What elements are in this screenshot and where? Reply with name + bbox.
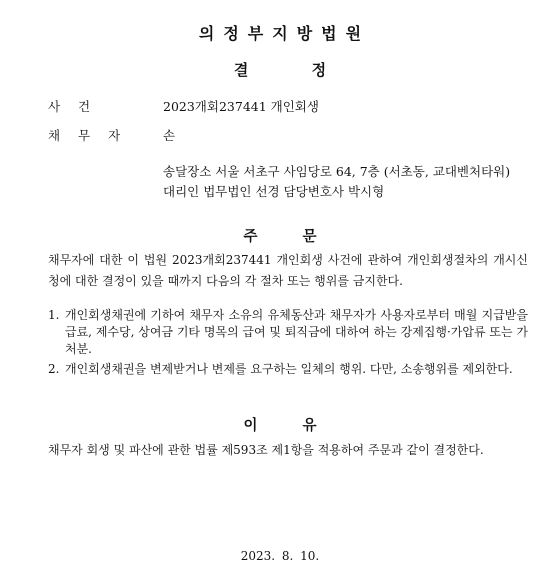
order-items [48, 307, 528, 381]
legal-agent: 대리인 법무법인 선경 담당변호사 박시형 [163, 184, 385, 199]
reason-text: 채무자 회생 및 파산에 관한 법률 제593조 제1항을 적용하여 주문과 같이 결정한다. [48, 443, 484, 457]
court-name: 의정부지방법원 [198, 24, 371, 43]
order-item-text: 개인회생채권에 기하여 채무자 소유의 유체동산과 채무자가 사용자로부터 매월 지급받을 급료, 제수당, 상여금 기타 명목의 급여 및 퇴직금에 대하여 하는 강제집행·가압류 또는 가처분. [65, 308, 528, 356]
order-item-number: 2. [48, 362, 60, 376]
order-heading: 주 문 [243, 229, 317, 245]
order-intro: 채무자에 대한 이 법원 2023개회237441 개인회생 사건에 관하여 개인회생절차의 개시신청에 대한 결정이 있을 때까지 다음의 각 절차 또는 행위를 금지한다. [48, 253, 528, 288]
debtor-label: 채 무 자 [48, 128, 121, 143]
case-label: 사 건 [48, 99, 91, 114]
debtor-name: 손 [163, 128, 176, 143]
order-item-number: 1. [48, 308, 60, 322]
document-type: 결 정 [233, 61, 327, 79]
delivery-address: 송달장소 서울 서초구 사임당로 64, 7층 (서초동, 교대벤처타워) [163, 164, 511, 179]
order-item-text: 개인회생채권을 변제받거나 변제를 요구하는 일체의 행위. 다만, 소송행위를 제외한다. [65, 362, 513, 376]
case-number: 2023개회237441 개인회생 [163, 99, 319, 114]
order-item [48, 307, 528, 358]
reason-heading: 이 유 [243, 418, 317, 434]
order-item [48, 361, 528, 378]
decision-date: 2023. 8. 10. [240, 549, 320, 563]
